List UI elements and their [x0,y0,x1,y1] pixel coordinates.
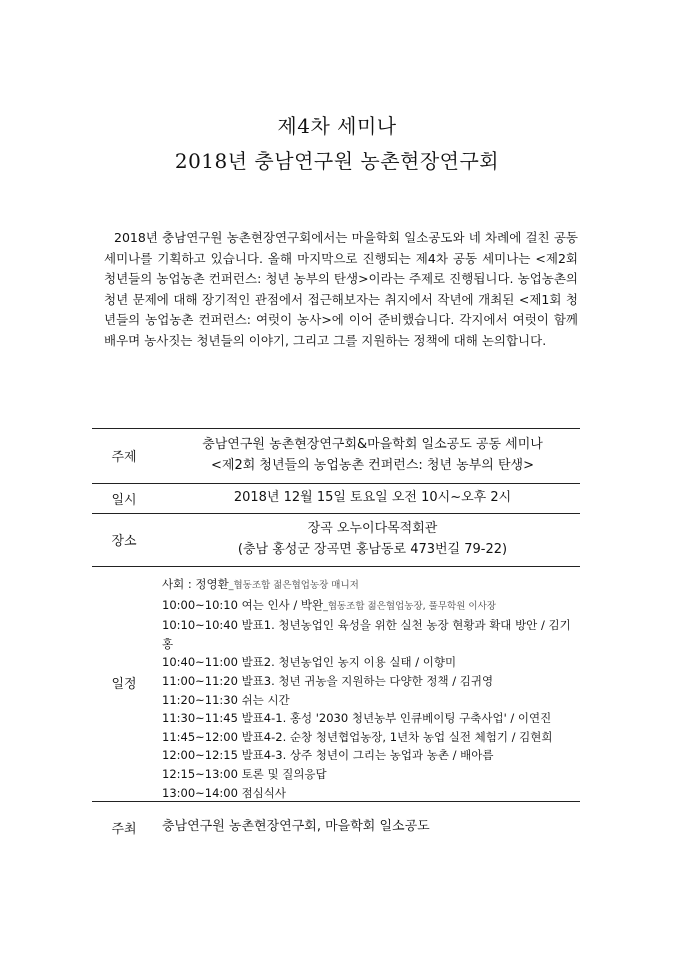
place-line1: 장곡 오누이다목적회관 [307,521,438,536]
theme-line1: 충남연구원 농촌현장연구회&마을학회 일소공도 공동 세미나 [202,437,543,452]
schedule-item: 11:00~11:20 발표3. 청년 귀농을 지원하는 다양한 정책 / 김귀영 [162,673,494,688]
schedule-item: 12:15~13:00 토론 및 질의응답 [162,766,327,781]
theme-label: 주제 [111,450,137,465]
place-line2: (충남 홍성군 장곡면 홍남동로 473번길 79-22) [237,542,508,557]
schedule-host-affiliation: _협동조합 젊은협업농장 매니저 [228,580,359,591]
schedule-item: 11:20~11:30 쉬는 시간 [162,692,290,707]
table-divider [92,513,580,514]
date-value: 2018년 12월 15일 토요일 오전 10시~오후 2시 [233,490,512,505]
schedule-item: 10:40~11:00 발표2. 청년농업인 농지 이용 실태 / 이향미 [162,655,457,670]
date-label: 일시 [111,493,137,508]
place-value [165,518,580,560]
schedule-list [162,575,580,802]
schedule-item: 10:10~10:40 발표1. 청년농업인 육성을 위한 실천 농장 현황과 확대 방안 / 김기홍 [162,618,571,651]
theme-line2: <제2회 청년들의 농업농촌 컨퍼런스: 청년 농부의 탄생> [211,458,534,473]
place-label: 장소 [111,534,137,549]
schedule-item-affiliation: _협동조합 젊은협업농장, 풀무학원 이사장 [323,600,496,612]
organizer-label: 주최 [111,822,137,837]
intro-paragraph: 2018년 충남연구원 농촌현장연구회에서는 마을학회 일소공도와 네 차례에 걸친 공동 세미나를 기획하고 있습니다. 올해 마지막으로 진행되는 제4차 공동 세미나는 <제2회 청년들의 농업농촌 컨퍼런스: 청년 농부의 탄생>이라는 주제로 진행됩니다. 농업농촌의 청년 문제에 대해 장기적인 관점에서 접근해보자는 취지에서 작년에 개최된 <제1회 청년들의 농업농촌 컨퍼런스: 여럿이 농사>에 이어 준비했습니다. 각지에서 여럿이 함께 배우며 농사짓는 청년들의 이야기, 그리고 그를 지원하는 정책에 대해 논의합니다. [104,230,578,348]
schedule-item: 12:00~12:15 발표4-3. 상주 청년이 그리는 농업과 농촌 / 배아름 [162,748,494,763]
schedule-item-main: 10:00~10:10 여는 인사 / 박완 [162,597,324,612]
page-title: 제4차 세미나 [277,114,397,138]
table-divider [92,483,580,484]
schedule-host [162,575,580,596]
schedule-item: 11:30~11:45 발표4-1. 홍성 '2030 청년농부 인큐베이팅 구축사업' / 이연진 [162,711,552,726]
schedule-item [162,596,580,617]
organizer-value: 충남연구원 농촌현장연구회, 마을학회 일소공도 [162,819,430,834]
page-subtitle: 2018년 충남연구원 농촌현장연구회 [174,149,500,173]
schedule-label: 일정 [111,677,137,692]
table-divider [92,566,580,567]
schedule-host-name: 사회 : 정영환 [162,577,229,591]
schedule-item: 13:00~14:00 점심식사 [162,785,287,800]
theme-value [165,434,580,476]
table-top-border [92,428,580,429]
schedule-item: 11:45~12:00 발표4-2. 순창 청년협업농장, 1년차 농업 실전 체험기 / 김현희 [162,729,553,744]
